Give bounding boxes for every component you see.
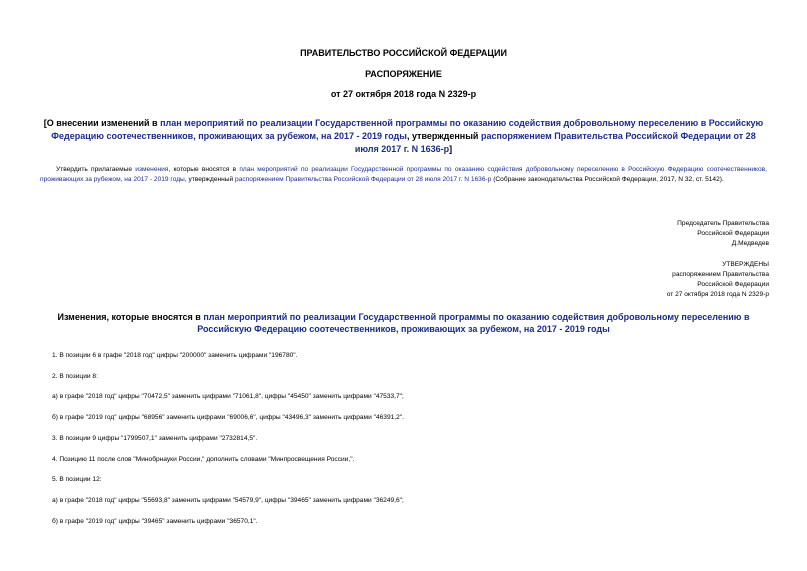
body-text-2: , которые вносятся в	[168, 166, 240, 173]
changes-program-plan-link[interactable]: план мероприятий по реализации Государственной программы по оказанию содействия добровольному переселению в Российскую Федерацию соотечественников, проживающих за рубежом, на 2017 - 2019 годы	[197, 312, 750, 334]
approval-block	[667, 260, 769, 300]
title-text-3: ]	[449, 144, 453, 154]
list-item: 2. В позиции 8:	[52, 373, 98, 380]
list-item: 4. Позицию 11 после слов "Минобрнауки России," дополнить словами "Минпросвещения России,".	[52, 456, 355, 463]
body-text-4: (Собрание законодательства Российской Федерации, 2017, N 32, ст. 5142).	[491, 176, 724, 183]
list-item: б) в графе "2019 год" цифры "39465" заменить цифрами "36570,1".	[52, 518, 258, 525]
body-paragraph	[40, 165, 767, 185]
signature-block	[677, 219, 769, 249]
approval-line-3: Российской Федерации	[697, 281, 769, 288]
approval-line-1: УТВЕРЖДЕНЫ	[722, 261, 769, 268]
list-item: 1. В позиции 6 в графе "2018 год" цифры "200000" заменить цифрами "196780".	[52, 352, 298, 359]
body-program-plan-link[interactable]: план мероприятий по реализации Государственной программы по оказанию содействия добровольному переселению в Российскую Федерацию соотечественников, проживающих за рубежом, на 2017 - 2019 годы	[40, 166, 768, 183]
approval-line-2: распоряжением Правительства	[672, 271, 769, 278]
list-item: 5. В позиции 12:	[52, 476, 102, 483]
body-order-1636-link[interactable]: распоряжением Правительства Российской Федерации от 28 июля 2017 г. N 1636-р	[235, 176, 492, 183]
signature-line-3: Д.Медведев	[731, 240, 769, 247]
doc-title	[40, 117, 767, 156]
body-text-1: Утвердить прилагаемые	[56, 166, 136, 173]
signature-line-1: Председатель Правительства	[677, 220, 769, 227]
program-plan-link[interactable]: план мероприятий по реализации Государственной программы по оказанию содействия добровольному переселению в Российскую Федерацию соотечественников, проживающих за рубежом, на 2017 - 2019 годы	[51, 118, 764, 141]
signature-line-2: Российской Федерации	[697, 230, 769, 237]
changes-link[interactable]: изменения	[135, 166, 169, 173]
list-item: 3. В позиции 9 цифры "1799507,1" заменить цифрами "2732814,5".	[52, 435, 258, 442]
body-text-3: , утвержденный	[184, 176, 236, 183]
list-item: а) в графе "2018 год" цифры "70472,5" заменить цифрами "71061,8", цифры "45450" заменить цифрами "47533,7";	[52, 393, 404, 400]
list-item: а) в графе "2018 год" цифры "55693,8" заменить цифрами "54579,9", цифры "39465" заменить цифрами "36249,6";	[52, 497, 404, 504]
changes-title-text: Изменения, которые вносятся в	[57, 312, 204, 322]
order-1636-link[interactable]: распоряжением Правительства Российской Федерации от 28 июля 2017 г. N 1636-р	[354, 131, 756, 154]
approval-line-4: от 27 октября 2018 года N 2329-р	[666, 291, 769, 298]
changes-title	[40, 311, 767, 335]
title-text-1: [О внесении изменений в	[43, 118, 161, 128]
title-text-2: , утвержденный	[406, 131, 481, 141]
org-name: ПРАВИТЕЛЬСТВО РОССИЙСКОЙ ФЕДЕРАЦИИ	[300, 48, 507, 58]
doc-type: РАСПОРЯЖЕНИЕ	[365, 69, 442, 79]
list-item: б) в графе "2019 год" цифры "68956" заменить цифрами "69006,6", цифры "43496,3" заменить цифрами "46391,2".	[52, 414, 404, 421]
doc-date-number: от 27 октября 2018 года N 2329-р	[330, 89, 477, 99]
